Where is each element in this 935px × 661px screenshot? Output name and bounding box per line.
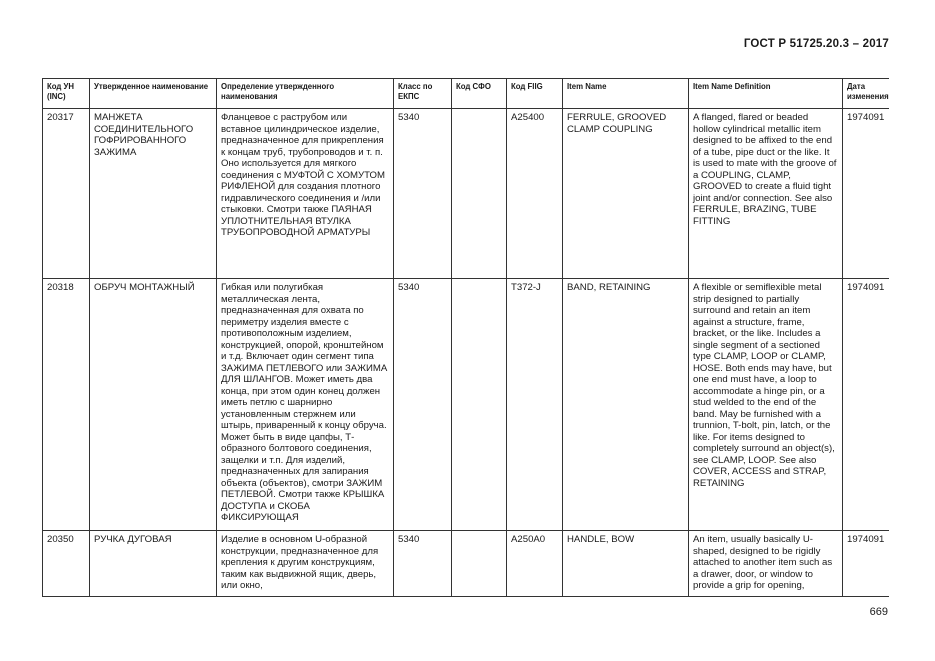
cell-inc: 20318 <box>43 279 90 531</box>
cell-fiig-code: A250A0 <box>507 531 563 598</box>
cell-item-definition: A flanged, flared or beaded hollow cylindrical metallic item designed to be affixed to the end of a tube, pipe duct or the like. It is used to mate with the groove of a COUPLING, CLAMP, GROOVED to create a fluid tight joint and/or connection. See also FERRULE, BRAZING, TUBE FITTING <box>689 109 843 279</box>
column-header-sfo-code: Код СФО <box>452 79 507 109</box>
cell-ekps-class: 5340 <box>394 109 452 279</box>
cell-definition: Изделие в основном U-образной конструкции, предназначенное для крепления к другим конструкциям, таким как выдвижной ящик, дверь, или окно, <box>217 531 394 598</box>
cell-approved-name: ОБРУЧ МОНТАЖНЫЙ <box>90 279 217 531</box>
cell-sfo-code <box>452 109 507 279</box>
column-header-approved-name: Утвержденное наименование <box>90 79 217 109</box>
column-header-item-name: Item Name <box>563 79 689 109</box>
cell-approved-name: РУЧКА ДУГОВАЯ <box>90 531 217 598</box>
page-number: 669 <box>869 606 888 618</box>
cell-inc: 20317 <box>43 109 90 279</box>
document-standard-header: ГОСТ Р 51725.20.3 – 2017 <box>743 38 889 50</box>
cell-item-definition: An item, usually basically U-shaped, designed to be rigidly attached to another item such as a drawer, door, or window to provide a grip for opening, <box>689 531 843 598</box>
cell-fiig-code: A25400 <box>507 109 563 279</box>
catalog-table-container <box>42 78 889 597</box>
column-header-ekps-class: Класс по ЕКПС <box>394 79 452 109</box>
cell-approved-name: МАНЖЕТА СОЕДИНИТЕЛЬНОГО ГОФРИРОВАННОГО ЗАЖИМА <box>90 109 217 279</box>
cell-change-date: 1974091 <box>843 109 890 279</box>
table-row <box>43 279 890 531</box>
cell-sfo-code <box>452 279 507 531</box>
column-header-inc: Код УН (INC) <box>43 79 90 109</box>
cell-item-definition: A flexible or semiflexible metal strip designed to partially surround and retain an item against a structure, frame, bracket, or the like. Includes a single segment of a sectioned type CLAMP, LOOP or CLAMP, HOSE. Both ends may have, but one end must have, a loop to accommodate a hinge pin, or a stud welded to the end of the band. May be furnished with a trunnion, T-bolt, pin, latch, or the like. For items designed to completely surround an object(s), see CLAMP, LOOP. See also COVER, ACCESS and STRAP, RETAINING <box>689 279 843 531</box>
column-header-item-name-definition: Item Name Definition <box>689 79 843 109</box>
cell-inc: 20350 <box>43 531 90 598</box>
cell-sfo-code <box>452 531 507 598</box>
column-header-definition: Определение утвержденного наименования <box>217 79 394 109</box>
cell-change-date: 1974091 <box>843 279 890 531</box>
catalog-table <box>42 78 889 597</box>
cell-ekps-class: 5340 <box>394 531 452 598</box>
table-header-row <box>43 79 890 109</box>
cell-item-name: HANDLE, BOW <box>563 531 689 598</box>
table-row <box>43 531 890 598</box>
column-header-fiig-code: Код FIIG <box>507 79 563 109</box>
cell-item-name: FERRULE, GROOVED CLAMP COUPLING <box>563 109 689 279</box>
cell-definition: Гибкая или полугибкая металлическая лента, предназначенная для охвата по периметру изделия вместе с противоположным изделием, конструкцией, опорой, кронштейном и т.д. Включает один сегмент типа ЗАЖИМА ПЕТЛЕВОГО или ЗАЖИМА ДЛЯ ШЛАНГОВ. Может иметь два конца, при этом один конец должен иметь петлю с шарнирно установленным стержнем или штырь, приваренный к концу обруча. Может быть в виде цапфы, Т-образного болтового соединения, защелки и т.п. Для изделий, предназначенных для запирания объекта (объектов), смотри ЗАЖИМ ПЕТЛЕВОЙ. Смотри также КРЫШКА ДОСТУПА и СКОБА ФИКСИРУЮЩАЯ <box>217 279 394 531</box>
cell-definition: Фланцевое с раструбом или вставное цилиндрическое изделие, предназначенное для прикрепления к концам труб, трубопроводов и т. п. Оно используется для мягкого соединения с МУФТОЙ С ХОМУТОМ РИФЛЕНОЙ для создания плотного гидравлического соединения и /или стыковки. Смотри также ПАЯНАЯ УПЛОТНИТЕЛЬНАЯ ВТУЛКА ТРУБОПРОВОДНОЙ АРМАТУРЫ <box>217 109 394 279</box>
table-row <box>43 109 890 279</box>
cell-change-date: 1974091 <box>843 531 890 598</box>
cell-item-name: BAND, RETAINING <box>563 279 689 531</box>
cell-fiig-code: T372-J <box>507 279 563 531</box>
column-header-change-date: Дата изменения <box>843 79 890 109</box>
cell-ekps-class: 5340 <box>394 279 452 531</box>
